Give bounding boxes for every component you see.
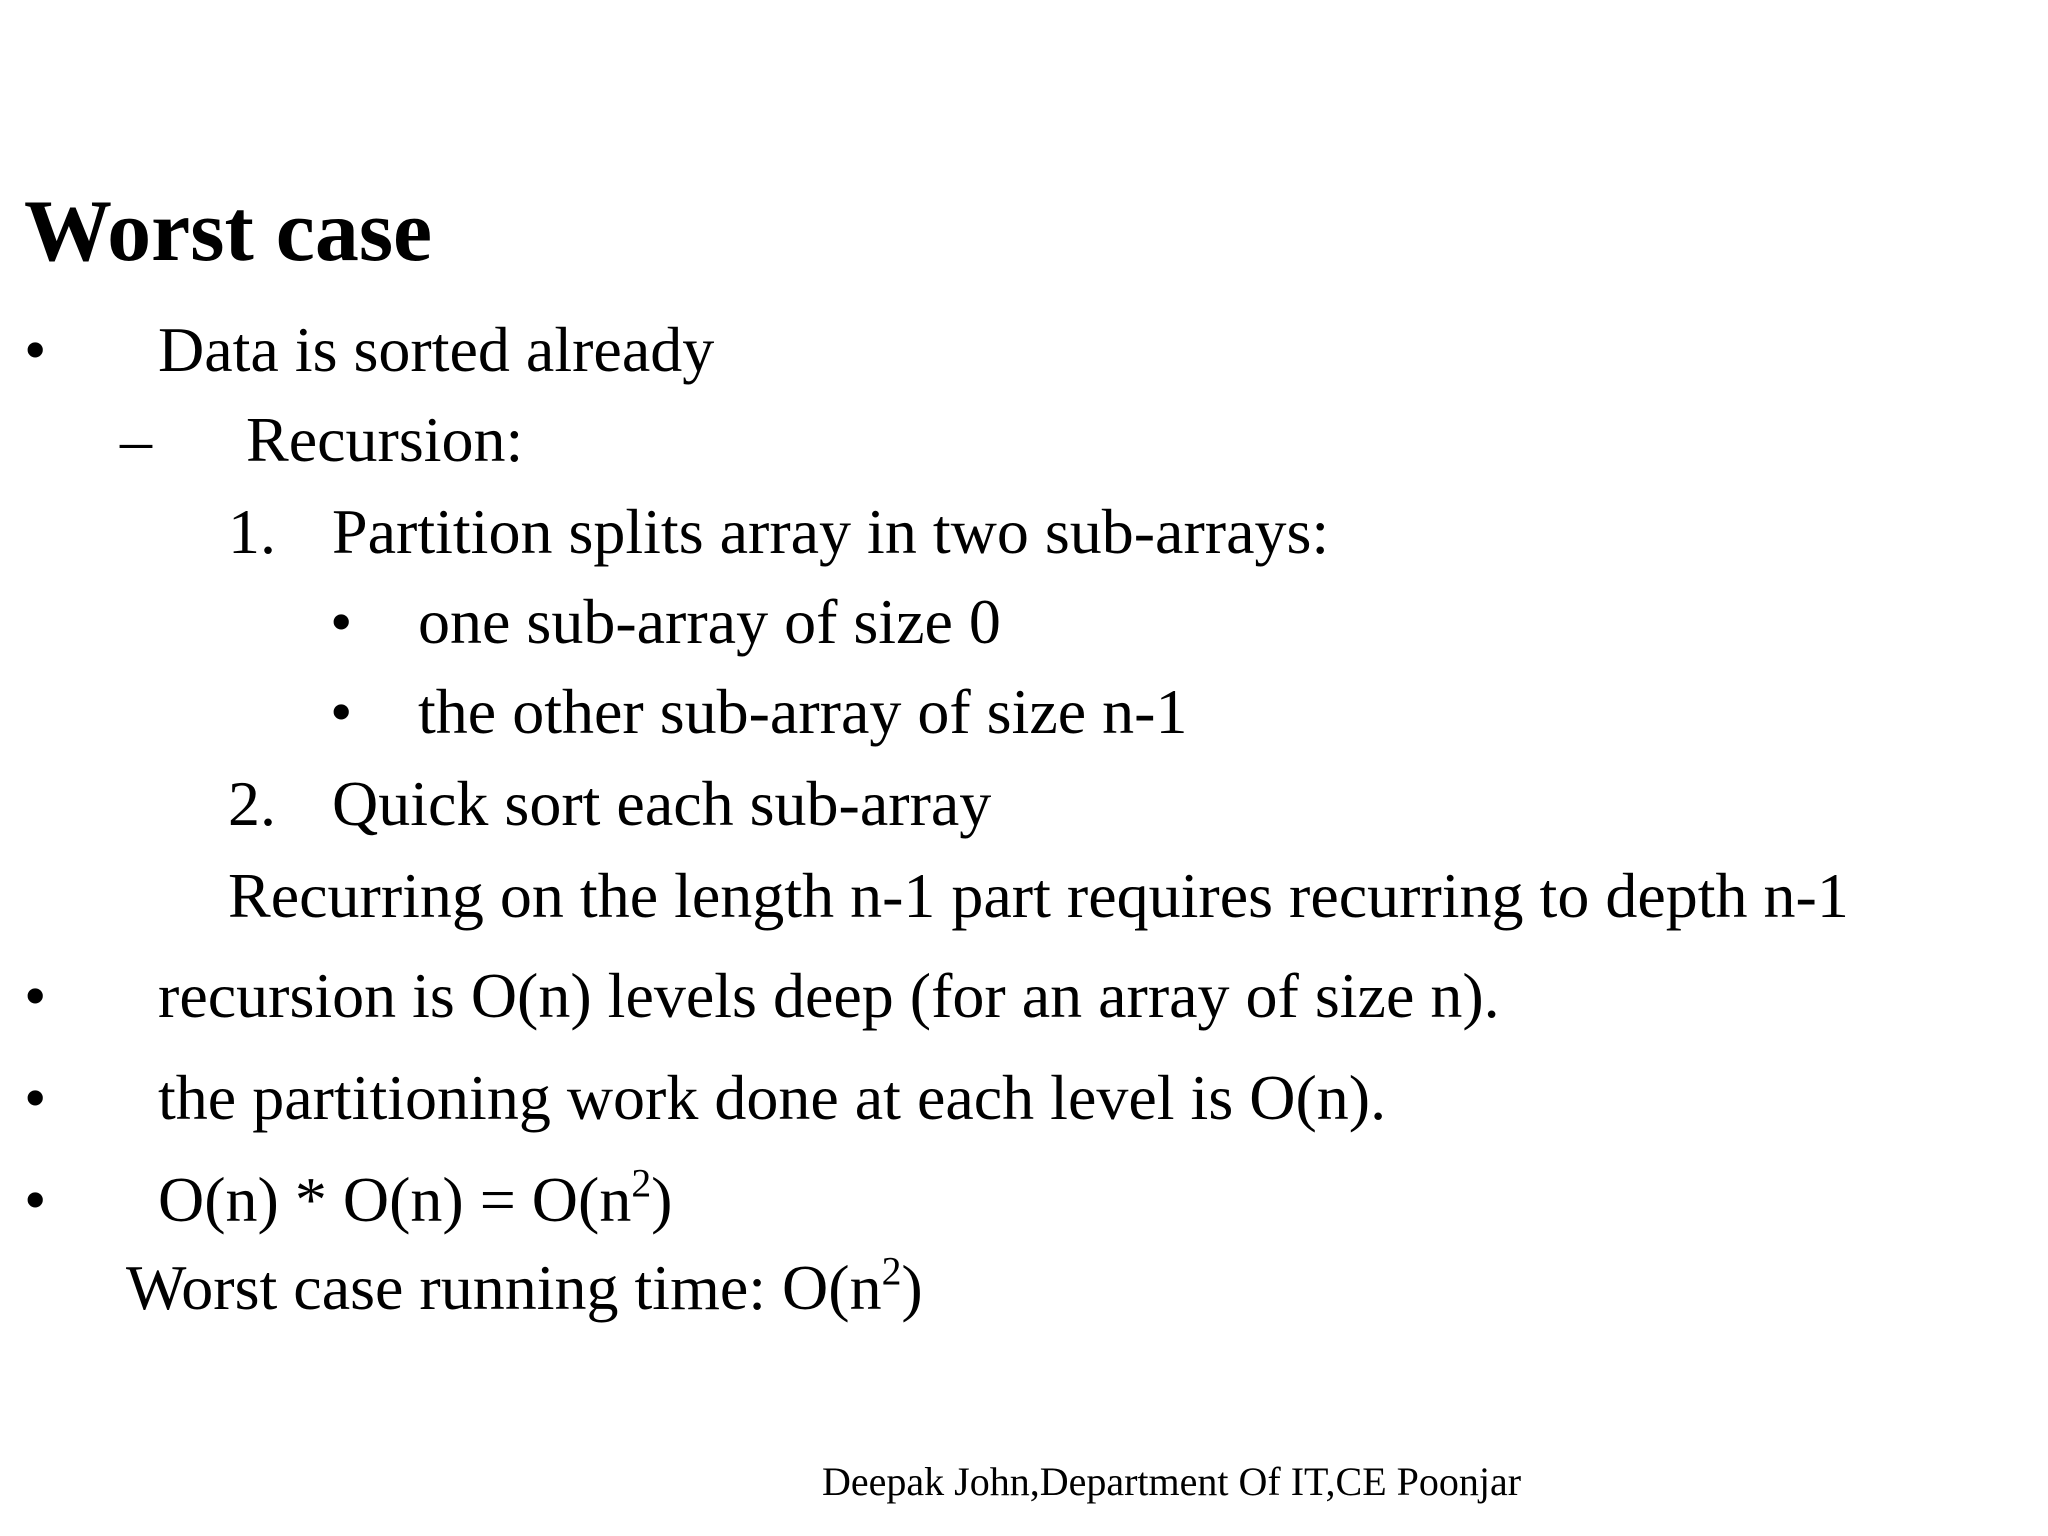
bullet-text: the partitioning work done at each level is O(n). [158, 1062, 1387, 1133]
complexity-formula [158, 1161, 673, 1235]
number-marker: 1. [228, 496, 276, 567]
bullet-marker: • [24, 1164, 47, 1235]
sub-item-text: Recursion: [246, 404, 524, 475]
sub-bullet-text: the other sub-array of size n-1 [418, 676, 1188, 747]
formula-close: ) [651, 1164, 673, 1235]
slide-footer: Deepak John,Department Of IT,CE Poonjar [822, 1459, 1522, 1504]
bullet-marker: • [330, 586, 353, 657]
bullet-marker: • [330, 676, 353, 747]
worst-case-running-time [126, 1249, 923, 1323]
sub-bullet-text: one sub-array of size 0 [418, 586, 1001, 657]
bullet-text: recursion is O(n) levels deep (for an array of size n). [158, 960, 1500, 1031]
running-time-exponent: 2 [881, 1249, 902, 1294]
running-time-text: Worst case running time: O(n [126, 1252, 882, 1323]
numbered-item-text: Partition splits array in two sub-arrays: [332, 496, 1330, 567]
number-marker: 2. [228, 768, 276, 839]
bullet-marker: • [24, 960, 47, 1031]
bullet-marker: • [24, 1062, 47, 1133]
formula-text: O(n) * O(n) = O(n [158, 1164, 632, 1235]
continuation-text: Recurring on the length n-1 part requires recurring to depth n-1 [228, 860, 1849, 931]
bullet-text: Data is sorted already [158, 314, 715, 385]
slide-title: Worst case [24, 183, 433, 280]
formula-exponent: 2 [631, 1161, 652, 1206]
bullet-marker: • [24, 314, 47, 385]
dash-marker: – [120, 404, 152, 475]
numbered-item-text: Quick sort each sub-array [332, 768, 992, 839]
running-time-close: ) [901, 1252, 923, 1323]
